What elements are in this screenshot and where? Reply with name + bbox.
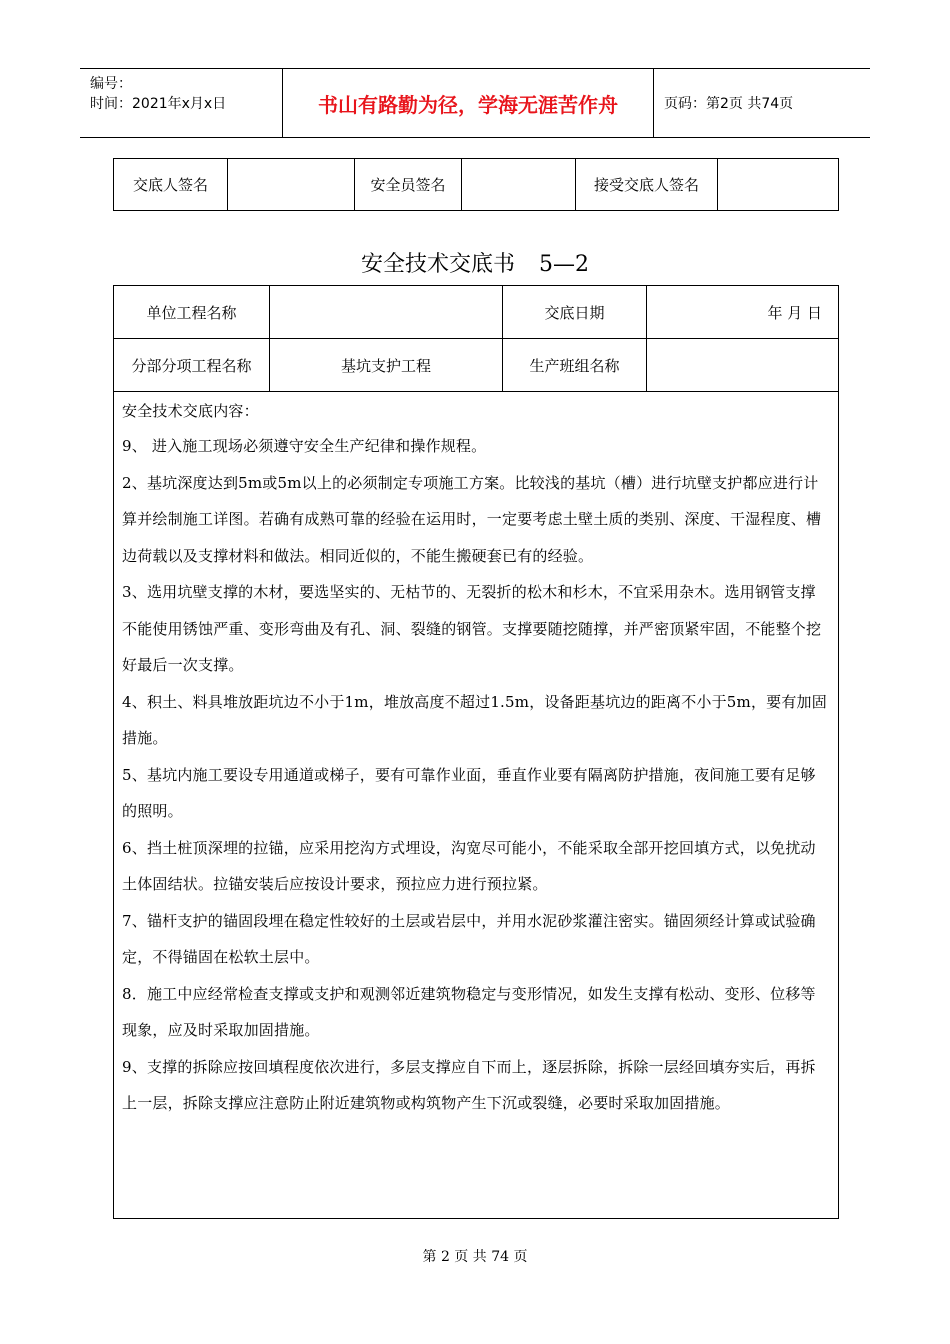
content-item: 3、选用坑壁支撑的木材，要选坚实的、无枯节的、无裂折的松木和杉木，不宜采用杂木。选用钢管支撑不能使用锈蚀严重、变形弯曲及有孔、洞、裂缝的钢管。支撑要随挖随撑，并严密顶紧牢固，不能整个挖好最后一次支撑。 (122, 583, 822, 674)
page-title (0, 247, 950, 278)
sub-project-label: 分部分项工程名称 (114, 339, 270, 392)
team-value[interactable] (647, 339, 839, 392)
signature-table (113, 158, 839, 211)
header-motto: 书山有路勤为径，学海无涯苦作舟 (318, 92, 618, 117)
doc-title: 安全技术交底书 (360, 252, 515, 277)
header-divider (653, 69, 654, 137)
safety-officer-signature-label: 安全员签名 (355, 159, 462, 211)
content-item: 4、积土、料具堆放距坑边不小于1m，堆放高度不超过1.5m，设备距基坑边的距离不小于5m，要有加固措施。 (122, 692, 827, 747)
content-heading: 安全技术交底内容： (122, 402, 259, 420)
content-item: 7、锚杆支护的锚固段埋在稳定性较好的土层或岩层中，并用水泥砂浆灌注密实。锚固须经计算或试验确定，不得锚固在松软土层中。 (122, 911, 816, 966)
safety-officer-signature-field[interactable] (462, 159, 576, 211)
header-page-label: 页码：第2页 共74页 (664, 96, 794, 112)
page-footer: 第 2 页 共 74 页 (422, 1249, 528, 1265)
content-item: 2、基坑深度达到5m或5m以上的必须制定专项施工方案。比较浅的基坑（槽）进行坑壁支护都应进行计算并绘制施工详图。若确有成熟可靠的经验在运用时，一定要考虑土壁土质的类别、深度、干湿程度、槽边荷载以及支撑材料和做法。相同近似的，不能生搬硬套已有的经验。 (122, 473, 822, 565)
disclosure-content (114, 392, 839, 1219)
unit-project-label: 单位工程名称 (114, 286, 270, 339)
content-item: 5、基坑内施工要设专用通道或梯子，要有可靠作业面，垂直作业要有隔离防护措施，夜间施工要有足够的照明。 (122, 765, 816, 820)
content-item: 6、挡土桩顶深埋的拉锚，应采用挖沟方式埋设，沟宽尽可能小，不能采取全部开挖回填方式，以免扰动土体固结状。拉锚安装后应按设计要求，预拉应力进行预拉紧。 (122, 838, 816, 893)
doc-number: 5—2 (539, 252, 589, 277)
receiver-signature-field[interactable] (718, 159, 839, 211)
team-label: 生产班组名称 (503, 339, 647, 392)
time-label: 时间：2021年x月x日 (90, 96, 227, 112)
content-item: 9、 进入施工现场必须遵守安全生产纪律和操作规程。 (122, 437, 487, 455)
unit-project-value[interactable] (270, 286, 503, 339)
page-header (80, 68, 870, 138)
number-label: 编号： (90, 76, 132, 92)
header-meta (80, 69, 280, 137)
discloser-signature-field[interactable] (228, 159, 355, 211)
sub-project-value[interactable]: 基坑支护工程 (270, 339, 503, 392)
content-item: 9、支撑的拆除应按回填程度依次进行，多层支撑应自下而上，逐层拆除，拆除一层经回填夯实后，再拆上一层，拆除支撑应注意防止附近建筑物或构筑物产生下沉或裂缝，必要时采取加固措施。 (122, 1057, 816, 1112)
disclosure-table (113, 285, 839, 1219)
date-value[interactable]: 年 月 日 (647, 286, 839, 339)
discloser-signature-label: 交底人签名 (114, 159, 228, 211)
date-label: 交底日期 (503, 286, 647, 339)
receiver-signature-label: 接受交底人签名 (576, 159, 718, 211)
content-item: 8．施工中应经常检查支撑或支护和观测邻近建筑物稳定与变形情况，如发生支撑有松动、变形、位移等现象，应及时采取加固措施。 (122, 984, 816, 1039)
